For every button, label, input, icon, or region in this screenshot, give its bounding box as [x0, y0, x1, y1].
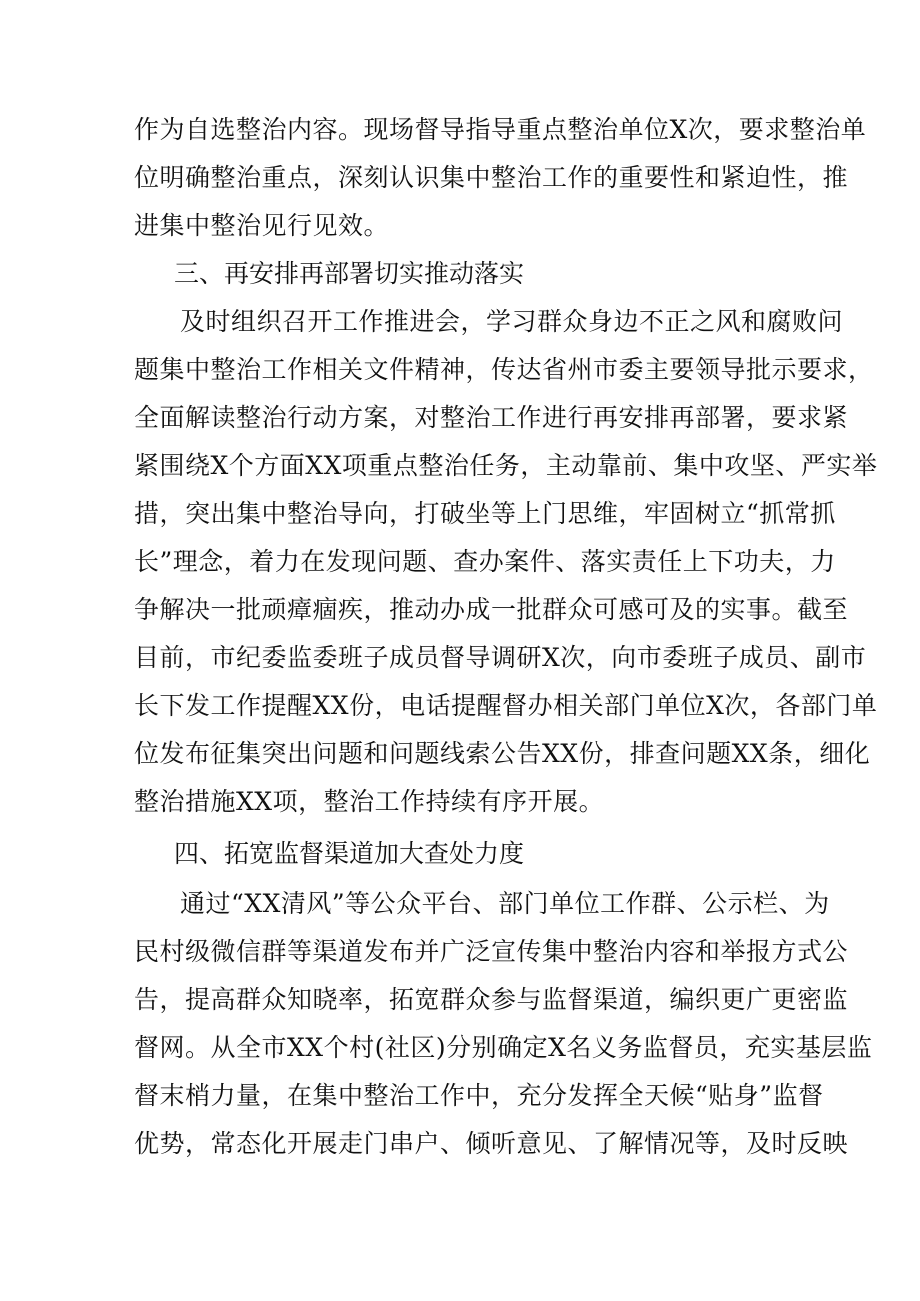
paragraph-line: 长下发工作提醒XX份，电话提醒督办相关部门单位X次，各部门单	[134, 691, 878, 720]
paragraph-line: 长”理念，着力在发现问题、查办案件、落实责任上下功夫，力	[134, 547, 836, 576]
paragraph-line: 告，提高群众知晓率，拓宽群众参与监督渠道，编织更广更密监	[134, 985, 849, 1014]
paragraph-line: 及时组织召开工作推进会，学习群众身边不正之风和腐败问	[180, 307, 844, 336]
paragraph-line: 争解决一批顽瘴痼疾，推动办成一批群众可感可及的实事。截至	[134, 595, 849, 624]
paragraph-line: 优势，常态化开展走门串户、倾听意见、了解情况等，及时反映	[134, 1129, 849, 1158]
paragraph-line: 通过“XX清风”等公众平台、部门单位工作群、公示栏、为	[180, 889, 830, 918]
paragraph-line: 督末梢力量，在集中整治工作中，充分发挥全天候“贴身”监督	[134, 1081, 824, 1110]
paragraph-line: 措，突出集中整治导向，打破坐等上门思维，牢固树立“抓常抓	[134, 499, 836, 528]
section-heading: 四、拓宽监督渠道加大查处力度	[174, 839, 525, 868]
paragraph-line: 督网。从全市XX个村(社区)分别确定X名义务监督员，充实基层监	[134, 1033, 873, 1062]
paragraph-line: 位明确整治重点，深刻认识集中整治工作的重要性和紧迫性，推	[134, 163, 849, 192]
paragraph-line: 作为自选整治内容。现场督导指导重点整治单位X次，要求整治单	[134, 115, 867, 144]
paragraph-line: 题集中整治工作相关文件精神，传达省州市委主要领导批示要求，	[134, 355, 874, 384]
paragraph-line: 位发布征集突出问题和问题线索公告XX份，排查问题XX条，细化	[134, 739, 871, 768]
paragraph-line: 紧围绕X个方面XX项重点整治任务，主动靠前、集中攻坚、严实举	[134, 451, 878, 480]
paragraph-line: 全面解读整治行动方案，对整治工作进行再安排再部署，要求紧	[134, 403, 849, 432]
paragraph-line: 进集中整治见行见效。	[134, 211, 390, 240]
paragraph-line: 民村级微信群等渠道发布并广泛宣传集中整治内容和举报方式公	[134, 937, 849, 966]
paragraph-line: 整治措施XX项，整治工作持续有序开展。	[134, 787, 605, 816]
paragraph-line: 目前，市纪委监委班子成员督导调研X次，向市委班子成员、副市	[134, 643, 867, 672]
section-heading: 三、再安排再部署切实推动落实	[174, 259, 525, 288]
